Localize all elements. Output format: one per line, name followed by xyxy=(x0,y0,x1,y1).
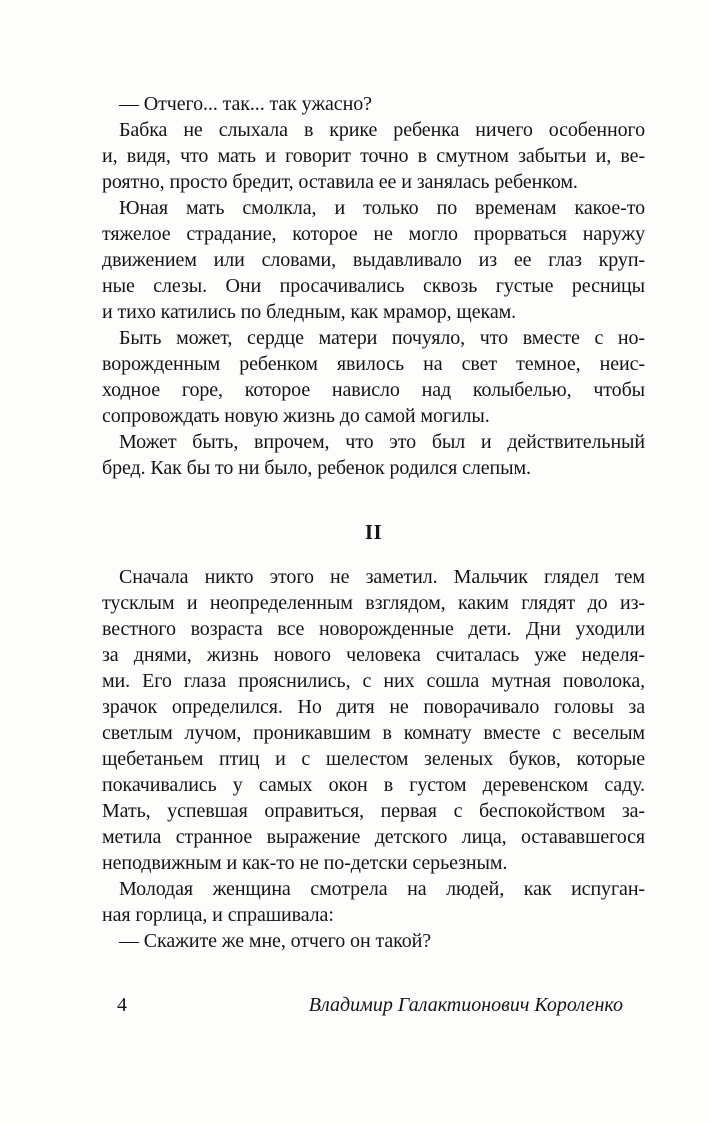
text-line: — Скажите же мне, отчего он такой? xyxy=(119,930,432,952)
text-line: Бабка не слыхала в крике ребенка ничего особенного xyxy=(119,119,645,141)
text-line: ная горлица, и спрашивала: xyxy=(102,904,334,926)
text-line: за днями, жизнь нового человека считалась уже неделя- xyxy=(102,644,645,666)
text-line: Молодая женщина смотрела на людей, как испуган- xyxy=(119,878,645,900)
text-line: ные слезы. Они просачивались сквозь густые ресницы xyxy=(102,275,645,297)
text-line: покачивались у самых окон в густом деревенском саду. xyxy=(102,774,645,796)
text-line: Мать, успевшая оправиться, первая с беспокойством за- xyxy=(102,800,645,822)
text-line: Сначала никто этого не заметил. Мальчик глядел тем xyxy=(119,566,645,588)
text-line: зрачок определился. Но дитя не поворачивало головы за xyxy=(102,696,645,718)
part-two-text xyxy=(102,564,645,954)
text-line: тусклым и неопределенным взглядом, каким глядят до из- xyxy=(102,592,645,614)
paragraph xyxy=(102,928,645,954)
text-line: Юная мать смолкла, и только по временам какое-то xyxy=(119,197,645,219)
paragraph xyxy=(102,876,645,928)
page-number: 4 xyxy=(117,994,127,1016)
text-line: Быть может, сердце матери почуяло, что вместе с но- xyxy=(119,327,645,349)
text-line: светлым лучом, проникавшим в комнату вместе с веселым xyxy=(102,722,645,744)
paragraph xyxy=(102,564,645,876)
text-line: вестного возраста все новорожденные дети. Дни уходили xyxy=(102,618,645,640)
part-one-text xyxy=(102,91,645,481)
chapter-heading: II xyxy=(364,520,383,544)
text-line: — Отчего... так... так ужасно? xyxy=(119,93,372,115)
text-line: ворожденным ребенком явилось на свет темное, неис- xyxy=(102,353,645,375)
text-line: тяжелое страдание, которое не могло прорваться наружу xyxy=(102,223,645,245)
text-column xyxy=(102,91,645,1018)
text-line: ходное горе, которое нависло над колыбелью, чтобы xyxy=(102,379,645,401)
page-footer xyxy=(102,992,645,1018)
text-line: и тихо катились по бледным, как мрамор, щекам. xyxy=(102,301,517,323)
paragraph xyxy=(102,117,645,195)
paragraph xyxy=(102,91,645,117)
paragraph xyxy=(102,195,645,325)
text-line: ми. Его глаза прояснились, с них сошла мутная поволока, xyxy=(102,670,645,692)
running-title-author: Владимир Галактионович Короленко xyxy=(308,994,623,1016)
text-line: и, видя, что мать и говорит точно в смутном забытьи и, ве- xyxy=(102,145,645,167)
paragraph xyxy=(102,325,645,429)
text-line: бред. Как бы то ни было, ребенок родился слепым. xyxy=(102,457,531,479)
text-line: метила странное выражение детского лица, остававшегося xyxy=(102,826,645,848)
text-line: движением или словами, выдавливало из ее глаз круп- xyxy=(102,249,645,271)
paragraph xyxy=(102,429,645,481)
text-line: роятно, просто бредит, оставила ее и занялась ребенком. xyxy=(102,171,578,193)
text-line: Может быть, впрочем, что это был и действительный xyxy=(119,431,645,453)
text-line: щебетаньем птиц и с шелестом зеленых буков, которые xyxy=(102,748,645,770)
text-line: сопровождать новую жизнь до самой могилы. xyxy=(102,405,490,427)
text-line: неподвижным и как-то не по-детски серьезным. xyxy=(102,852,508,874)
